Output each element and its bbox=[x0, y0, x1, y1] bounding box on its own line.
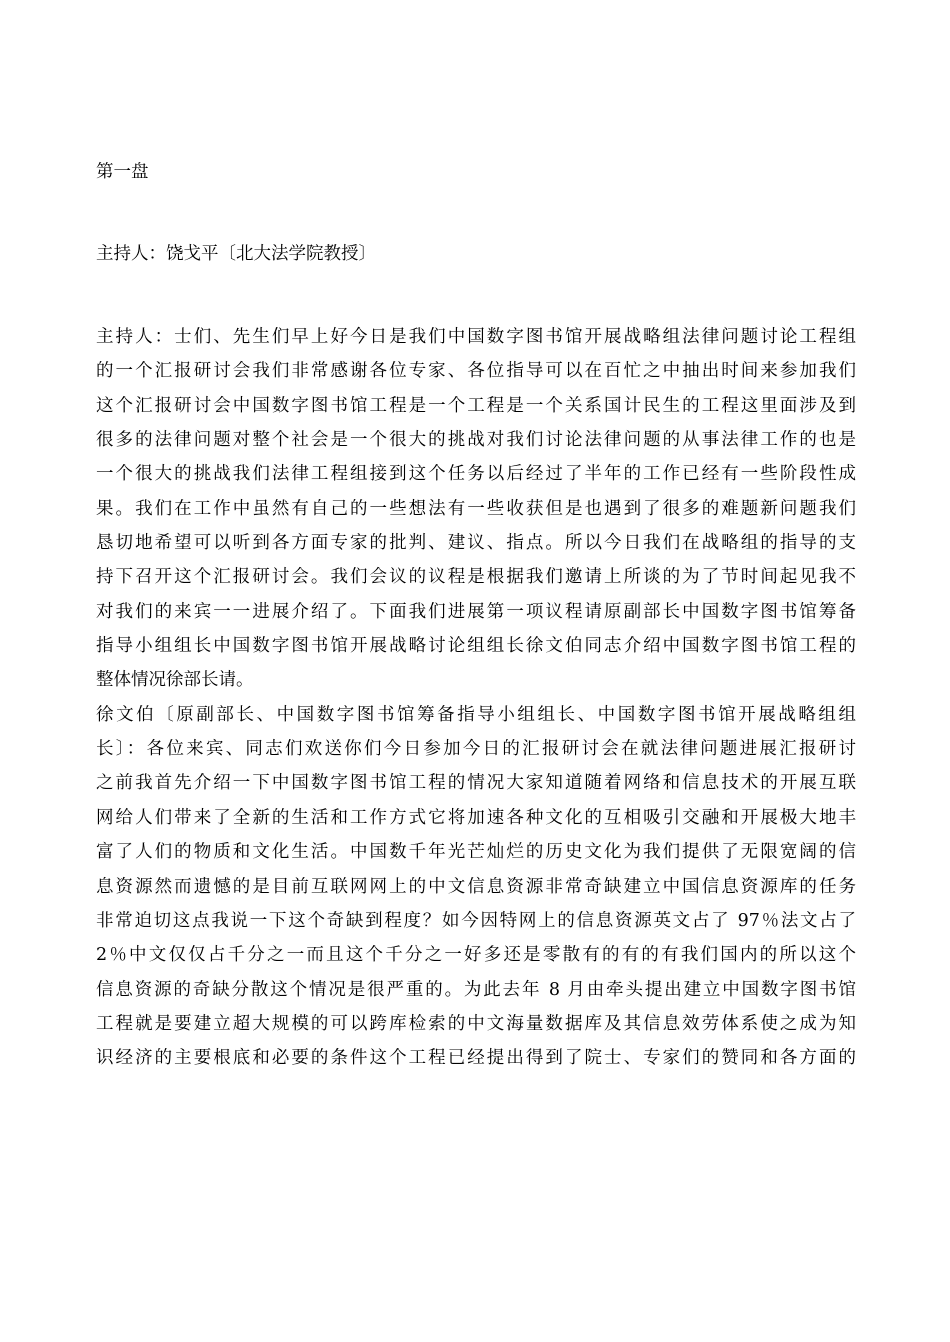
text-line: 工程就是要建立超大规模的可以跨库检索的中文海量数据库及其信息效劳体系使之成为知 bbox=[96, 1013, 856, 1034]
text-line: 这个汇报研讨会中国数字图书馆工程是一个工程是一个关系国计民生的工程这里面涉及到 bbox=[96, 395, 856, 416]
text-line: 主持人：士们、先生们早上好今日是我们中国数字图书馆开展战略组法律问题讨论工程组 bbox=[96, 327, 856, 347]
host-intro: 主持人：饶戈平〔北大法学院教授〕 bbox=[96, 244, 376, 264]
text-line: 整体情况徐部长请。 bbox=[96, 670, 254, 691]
text-line: 一个很大的挑战我们法律工程组接到这个任务以后经过了半年的工作已经有一些阶段性成 bbox=[96, 464, 856, 485]
text-line: 很多的法律问题对整个社会是一个很大的挑战对我们讨论法律问题的从事法律工作的也是 bbox=[96, 430, 856, 451]
text-line: 网给人们带来了全新的生活和工作方式它将加速各种文化的互相吸引交融和开展极大地丰 bbox=[96, 807, 856, 828]
text-line: 持下召开这个汇报研讨会。我们会议的议程是根据我们邀请上所谈的为了节时间起见我不 bbox=[96, 567, 856, 588]
text-line: 对我们的来宾一一进展介绍了。下面我们进展第一项议程请原副部长中国数字图书馆筹备 bbox=[96, 601, 856, 622]
text-line: 长〕：各位来宾、同志们欢送你们今日参加今日的汇报研讨会在就法律问题进展汇报研讨 bbox=[96, 739, 856, 760]
text-line: 徐文伯〔原副部长、中国数字图书馆筹备指导小组组长、中国数字图书馆开展战略组组 bbox=[96, 704, 856, 725]
text-line: 2％中文仅仅占千分之一而且这个千分之一好多还是零散有的有的有我们国内的所以这个 bbox=[96, 945, 856, 966]
text-line: 富了人们的物质和文化生活。中国数千年光芒灿烂的历史文化为我们提供了无限宽阔的信 bbox=[96, 842, 856, 863]
text-line: 息资源然而遗憾的是目前互联网网上的中文信息资源非常奇缺建立中国信息资源库的任务 bbox=[96, 876, 856, 897]
text-line: 之前我首先介绍一下中国数字图书馆工程的情况大家知道随着网络和信息技术的开展互联 bbox=[96, 773, 856, 794]
paragraph-host-opening bbox=[96, 320, 856, 698]
body-text bbox=[96, 320, 856, 1076]
paragraph-xu-wenbo bbox=[96, 698, 856, 1076]
text-line: 果。我们在工作中虽然有自己的一些想法有一些收获但是也遇到了很多的难题新问题我们 bbox=[96, 498, 856, 519]
text-line: 的一个汇报研讨会我们非常感谢各位专家、各位指导可以在百忙之中抽出时间来参加我们 bbox=[96, 361, 856, 382]
section-title: 第一盘 bbox=[96, 162, 149, 182]
text-line: 非常迫切这点我说一下这个奇缺到程度？如今因特网上的信息资源英文占了 97％法文占了 bbox=[96, 910, 856, 931]
text-line: 识经济的主要根底和必要的条件这个工程已经提出得到了院士、专家们的赞同和各方面的 bbox=[96, 1048, 856, 1069]
text-line: 信息资源的奇缺分散这个情况是很严重的。为此去年 8 月由牵头提出建立中国数字图书馆 bbox=[96, 979, 856, 1000]
text-line: 恳切地希望可以听到各方面专家的批判、建议、指点。所以今日我们在战略组的指导的支 bbox=[96, 533, 856, 554]
text-line: 指导小组组长中国数字图书馆开展战略讨论组组长徐文伯同志介绍中国数字图书馆工程的 bbox=[96, 636, 856, 657]
